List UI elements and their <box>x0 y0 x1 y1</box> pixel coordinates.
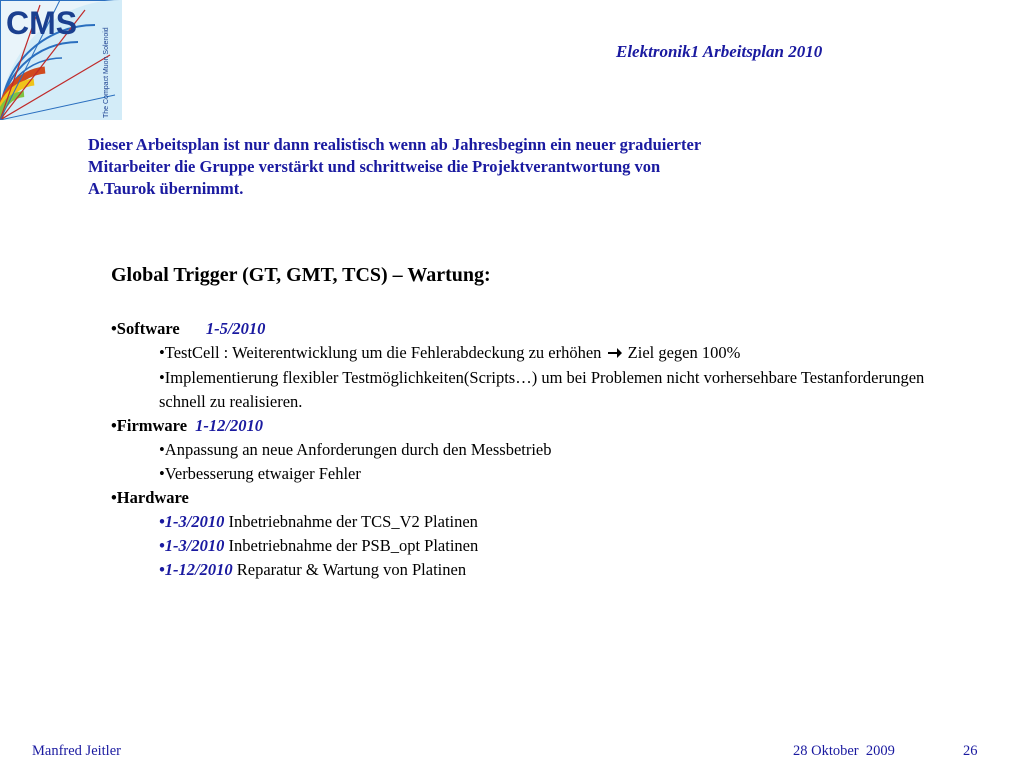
list-item <box>111 462 951 486</box>
bullet-icon: • <box>111 488 117 508</box>
bullet-icon: • <box>159 536 165 556</box>
bullet-icon: • <box>159 368 165 388</box>
arrow-right-icon <box>608 342 622 366</box>
period-label: 1-12/2010 <box>164 560 233 580</box>
bullet-icon: • <box>159 343 165 362</box>
notice-paragraph <box>88 134 848 200</box>
list-item <box>111 558 951 582</box>
list-item <box>111 534 951 558</box>
cms-logo-subtext: The Compact Muon Solenoid <box>103 27 110 118</box>
section-title: Global Trigger (GT, GMT, TCS) – Wartung: <box>111 264 491 286</box>
list-item-firmware <box>111 414 951 438</box>
cms-logo <box>0 0 122 120</box>
list-item <box>111 341 951 366</box>
bullet-icon: • <box>111 319 117 338</box>
footer-author: Manfred Jeitler <box>32 743 121 759</box>
item-text: Reparatur & Wartung von Platinen <box>236 560 467 580</box>
item-text: Anpassung an neue Anforderungen durch den Messbetrieb <box>164 440 552 460</box>
list-item-software <box>111 317 951 341</box>
category-label: Software <box>116 319 180 338</box>
bullet-icon: • <box>159 464 165 484</box>
list-item <box>111 510 951 534</box>
cms-logo-text: CMS <box>6 5 78 41</box>
item-text: Implementierung flexibler Testmöglichkeiten(Scripts…) um bei Problemen nicht vorhersehbare Testanforderungen schnell zu realisieren. <box>159 368 925 412</box>
task-list <box>111 317 951 582</box>
bullet-icon: • <box>111 416 117 436</box>
bullet-icon: • <box>159 560 165 580</box>
notice-line: Dieser Arbeitsplan ist nur dann realistisch wenn ab Jahresbeginn ein neuer graduierter <box>88 135 702 154</box>
slide-header-title: Elektronik1 Arbeitsplan 2010 <box>616 42 823 61</box>
footer-date: 28 Oktober 2009 <box>793 743 895 759</box>
period-label: 1-5/2010 <box>205 319 266 338</box>
item-text: Inbetriebnahme der PSB_opt Platinen <box>228 536 479 556</box>
footer-page-number: 26 <box>963 743 978 759</box>
period-label: 1-12/2010 <box>195 416 263 436</box>
notice-line: Mitarbeiter die Gruppe verstärkt und schrittweise die Projektverantwortung von <box>88 157 661 176</box>
item-text: TestCell : Weiterentwicklung um die Fehlerabdeckung zu erhöhen <box>164 343 602 362</box>
category-label: Hardware <box>116 488 189 508</box>
list-item <box>111 366 951 414</box>
item-text: Inbetriebnahme der TCS_V2 Platinen <box>228 512 478 532</box>
item-text: Ziel gegen 100% <box>627 343 741 362</box>
bullet-icon: • <box>159 512 165 532</box>
period-label: 1-3/2010 <box>164 536 225 556</box>
category-label: Firmware <box>116 416 188 436</box>
list-item-hardware <box>111 486 951 510</box>
notice-line: A.Taurok übernimmt. <box>88 179 244 198</box>
list-item <box>111 438 951 462</box>
period-label: 1-3/2010 <box>164 512 225 532</box>
bullet-icon: • <box>159 440 165 460</box>
item-text: Verbesserung etwaiger Fehler <box>164 464 361 484</box>
